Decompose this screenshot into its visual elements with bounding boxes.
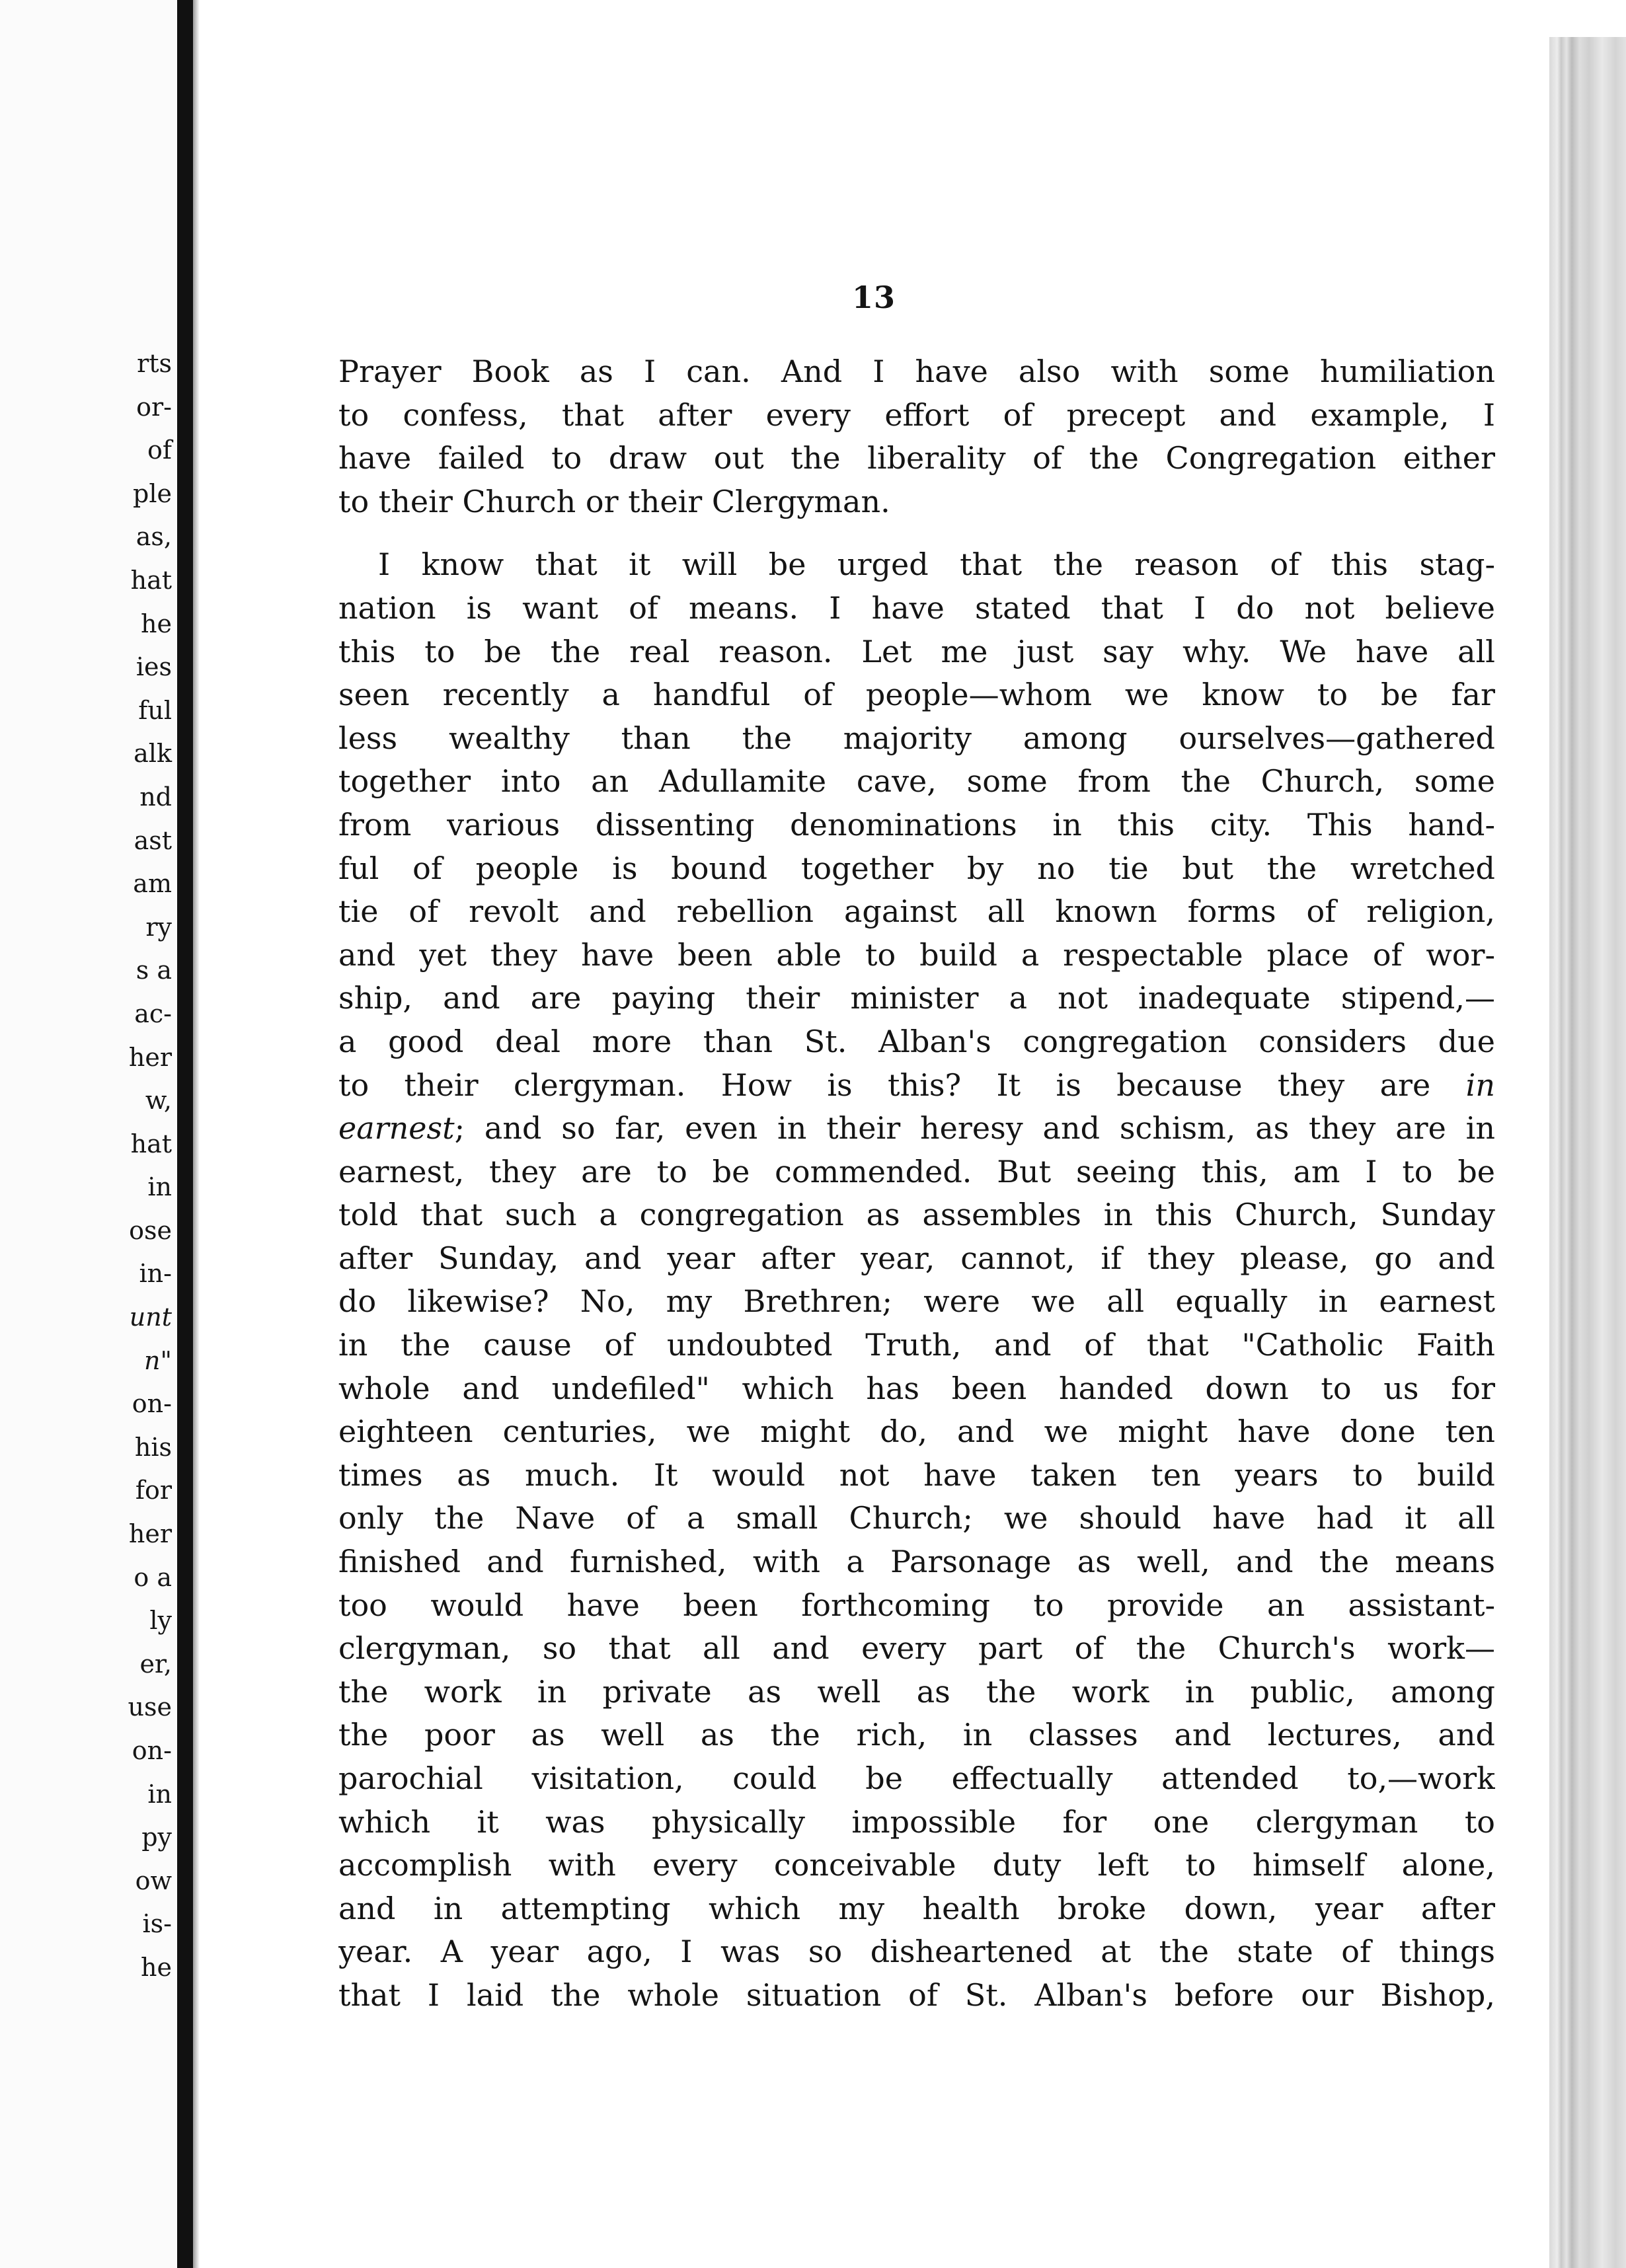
page-number: 13 <box>851 280 896 315</box>
text-line: which it was physically impossible for one clergyman to <box>338 1803 1495 1840</box>
previous-page-line: use <box>128 1692 172 1722</box>
previous-page-line: is- <box>142 1909 172 1939</box>
previous-page-line: w, <box>145 1086 172 1115</box>
book-gutter <box>177 0 193 2268</box>
text-line: do likewise? No, my Brethren; were we all equally in earnest <box>338 1283 1495 1320</box>
text-line: to their Church or their Clergyman. <box>338 483 890 519</box>
text-line: only the Nave of a small Church; we should have had it all <box>338 1500 1495 1536</box>
previous-page-line: his <box>134 1432 172 1462</box>
text-line: seen recently a handful of people—whom we know to be far <box>338 677 1495 713</box>
previous-page-line: ow <box>135 1866 172 1895</box>
previous-page-line: he <box>141 609 172 638</box>
previous-page-line: in <box>147 1172 172 1202</box>
gutter-shadow <box>193 0 200 2268</box>
previous-page-line: er, <box>139 1649 172 1679</box>
previous-page-line: s a <box>136 956 172 985</box>
text-line: and yet they have been able to build a respectable place of wor- <box>338 936 1495 973</box>
paragraph <box>338 543 1495 2017</box>
text-line: finished and furnished, with a Parsonage as well, and the means <box>338 1544 1495 1580</box>
text-line: the poor as well as the rich, in classes and lectures, and <box>338 1717 1495 1753</box>
text-line: Prayer Book as I can. And I have also with some humiliation <box>338 354 1495 389</box>
previous-page-line: for <box>135 1476 172 1505</box>
previous-page-line: her <box>128 1042 172 1072</box>
paragraph <box>338 350 1495 523</box>
text-line: that I laid the whole situation of St. Alban's before our Bishop, <box>338 1977 1495 2013</box>
text-line: have failed to draw out the liberality of the Congregation either <box>338 440 1495 476</box>
text-line: I know that it will be urged that the reason of this stag- <box>378 547 1495 583</box>
text-line: to their clergyman. How is this? It is because they are in <box>338 1067 1495 1103</box>
previous-page-line: unt <box>129 1303 172 1332</box>
previous-page-line: in <box>147 1779 172 1809</box>
text-line: together into an Adullamite cave, some from the Church, some <box>338 763 1495 800</box>
text-line: year. A year ago, I was so disheartened at the state of things <box>338 1934 1495 1970</box>
page-stack-edge <box>1549 37 1626 2268</box>
text-line: to confess, that after every effort of precept and example, I <box>338 397 1495 433</box>
previous-page-line: n" <box>144 1345 172 1375</box>
previous-page-line: nd <box>139 782 172 812</box>
text-line: too would have been forthcoming to provide an assistant- <box>338 1587 1495 1623</box>
previous-page-line: o a <box>134 1562 172 1592</box>
previous-page-line: on- <box>132 1389 172 1419</box>
text-line: and in attempting which my health broke down, year after <box>338 1890 1495 1926</box>
text-line: earnest, they are to be commended. But seeing this, am I to be <box>338 1153 1495 1190</box>
text-line: ship, and are paying their minister a not inadequate stipend,— <box>338 980 1495 1016</box>
page-body <box>338 350 1495 2018</box>
previous-page-line: ry <box>145 912 172 942</box>
previous-page-line: ac- <box>134 999 172 1028</box>
previous-page-line: hat <box>130 565 172 595</box>
previous-page-text <box>0 342 172 1990</box>
book-page <box>200 0 1548 2268</box>
text-line: less wealthy than the majority among ourselves—gathered <box>338 720 1495 756</box>
previous-page-line: am <box>133 869 172 899</box>
previous-page-line: ast <box>134 825 172 855</box>
previous-page-line: ple <box>133 478 172 508</box>
emphasis: earnest <box>338 1110 455 1147</box>
previous-page-line: or- <box>136 392 172 422</box>
text-line: told that such a congregation as assembles in this Church, Sunday <box>338 1197 1495 1233</box>
text-line: the work in private as well as the work in public, among <box>338 1673 1495 1710</box>
emphasis: in <box>1465 1067 1495 1103</box>
previous-page-line: ly <box>149 1606 172 1636</box>
previous-page-line: py <box>141 1823 172 1852</box>
text-line: clergyman, so that all and every part of the Church's work— <box>338 1630 1495 1667</box>
text-line: tie of revolt and rebellion against all known forms of religion, <box>338 893 1495 930</box>
previous-page-line: on- <box>132 1736 172 1765</box>
previous-page-line: ies <box>136 652 172 682</box>
text-line: accomplish with every conceivable duty left to himself alone, <box>338 1847 1495 1883</box>
page-edge-top <box>1549 0 1626 37</box>
previous-page-line: rts <box>137 349 172 378</box>
text-line: ful of people is bound together by no tie but the wretched <box>338 850 1495 886</box>
text-line: from various dissenting denominations in this city. This hand- <box>338 806 1495 843</box>
previous-page-line: alk <box>134 739 172 769</box>
text-line: in the cause of undoubted Truth, and of that "Catholic Faith <box>338 1327 1495 1363</box>
text-line: whole and undefiled" which has been handed down to us for <box>338 1370 1495 1406</box>
text-line: eighteen centuries, we might do, and we might have done ten <box>338 1414 1495 1450</box>
text-line: nation is want of means. I have stated that I do not believe <box>338 589 1495 626</box>
previous-page-line: in- <box>139 1259 172 1289</box>
text-line: after Sunday, and year after year, cannot, if they please, go and <box>338 1240 1495 1276</box>
text-line: a good deal more than St. Alban's congregation considers due <box>338 1023 1495 1059</box>
text-line: this to be the real reason. Let me just say why. We have all <box>338 633 1495 669</box>
previous-page-line: hat <box>130 1129 172 1158</box>
previous-page-line: ose <box>129 1215 172 1245</box>
previous-page-line: as, <box>136 522 172 552</box>
previous-page-line: ful <box>138 695 172 725</box>
previous-page-fragment <box>0 0 177 2268</box>
previous-page-line: he <box>141 1952 172 1982</box>
previous-page-line: of <box>147 435 172 465</box>
previous-page-line: her <box>128 1519 172 1549</box>
text-line: earnest; and so far, even in their heresy and schism, as they are in <box>338 1110 1495 1147</box>
text-line: parochial visitation, could be effectually attended to,—work <box>338 1760 1495 1796</box>
text-line: times as much. It would not have taken ten years to build <box>338 1456 1495 1493</box>
